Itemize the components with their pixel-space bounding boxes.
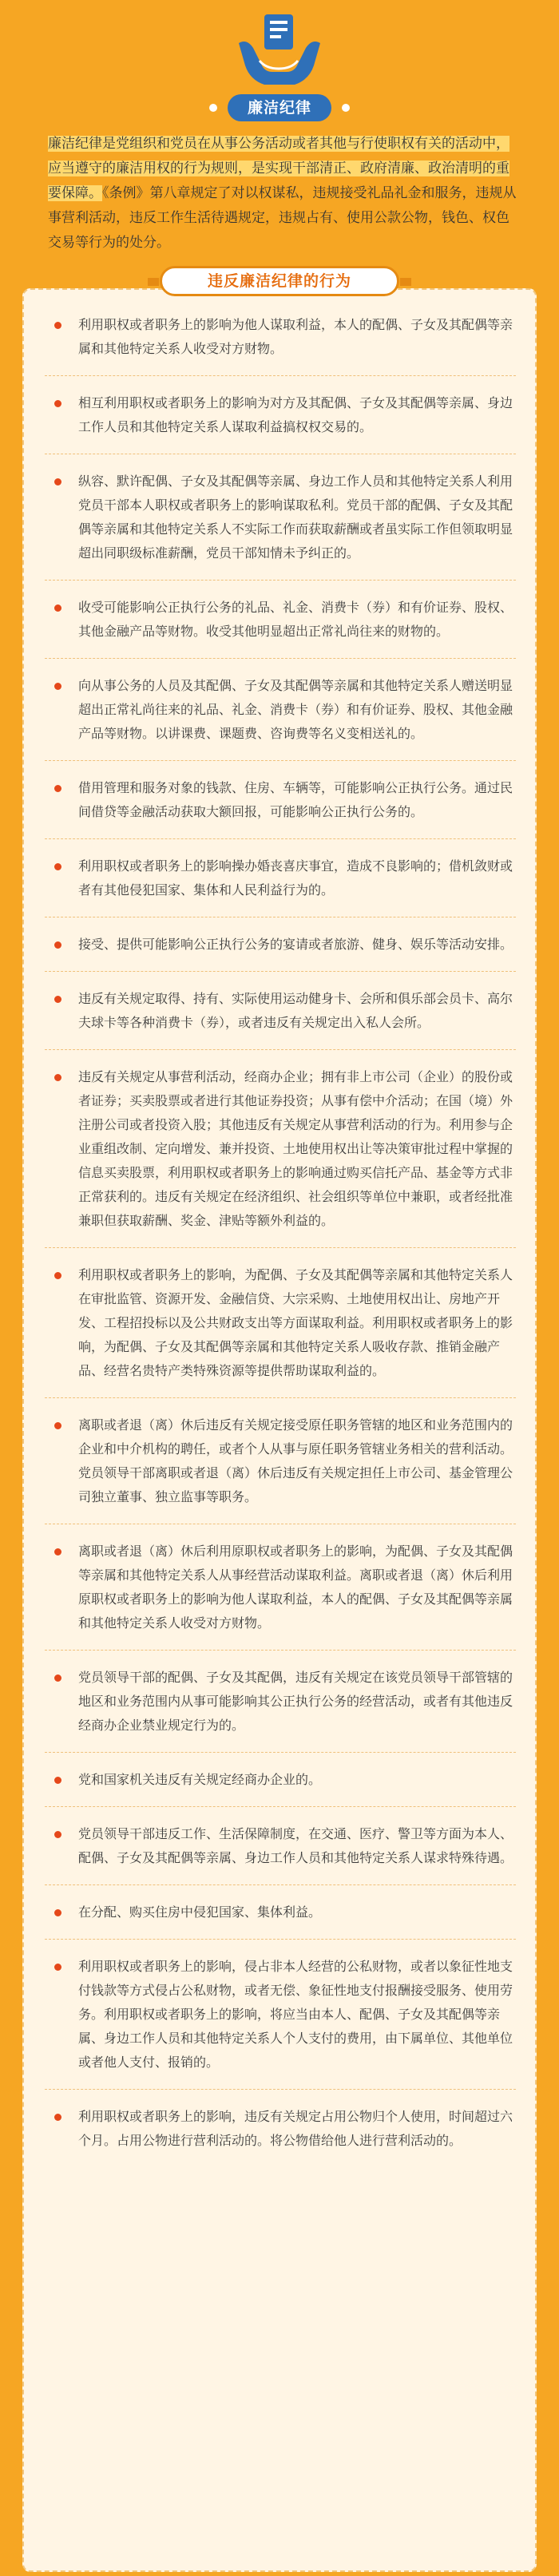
bullet-dot-icon (54, 1674, 61, 1682)
bullet-dot-icon (54, 400, 61, 407)
item-separator (45, 375, 516, 376)
violations-title: 违反廉洁纪律的行为 (160, 266, 399, 296)
bullet-dot-icon (54, 1548, 61, 1556)
violation-text: 利用职权或者职务上的影响，为配偶、子女及其配偶等亲属和其他特定关系人在审批监管、资源开发、金融信贷、大宗采购、土地使用权出让、房地产开发、工程招投标以及公共财政支出等方面谋取利益。利用职权或者职务上的影响，为配偶、子女及其配偶等亲属和其他特定关系人吸收存款、推销金融产品、经营名贵特产类特殊资源等提供帮助谋取利益的。 (78, 1267, 513, 1378)
violation-item (45, 1822, 516, 1870)
violations-list (45, 313, 516, 2153)
intro-highlight: 廉洁纪律是党组织和党员在从事公务活动或者其他与行使职权有关的活动中，应当遵守的廉洁用权的行为规则，是实现干部清正、政府清廉、政治清明的重要保障。 (48, 136, 509, 201)
violation-item (45, 1263, 516, 1383)
bullet-dot-icon (54, 1909, 61, 1916)
violation-item (45, 2105, 516, 2153)
violation-item (45, 674, 516, 746)
bullet-dot-icon (54, 1831, 61, 1838)
violation-text: 离职或者退（离）休后违反有关规定接受原任职务管辖的地区和业务范围内的企业和中介机构的聘任，或者个人从事与原任职务管辖业务相关的营利活动。党员领导干部离职或者退（离）休后违反有关规定担任上市公司、基金管理公司独立董事、独立监事等职务。 (78, 1417, 513, 1504)
violation-text: 利用职权或者职务上的影响，侵占非本人经营的公私财物，或者以象征性地支付钱款等方式侵占公私财物，或者无偿、象征性地支付报酬接受服务、使用劳务。利用职权或者职务上的影响，将应当由本人、配偶、子女及其配偶等亲属、身边工作人员和其他特定关系人个人支付的费用，由下属单位、其他单位或者他人支付、报销的。 (78, 1959, 513, 2070)
bullet-dot-icon (54, 478, 61, 485)
item-separator (45, 1806, 516, 1807)
bullet-dot-icon (54, 941, 61, 949)
violation-text: 党和国家机关违反有关规定经商办企业的。 (78, 1772, 322, 1787)
violation-text: 向从事公务的人员及其配偶、子女及其配偶等亲属和其他特定关系人赠送明显超出正常礼尚往来的礼品、礼金、消费卡（券）和有价证券、股权、其他金融产品等财物。以讲课费、课题费、咨询费等名义变相送礼的。 (78, 678, 513, 741)
item-separator (45, 1397, 516, 1398)
violation-item (45, 1666, 516, 1738)
violation-text: 纵容、默许配偶、子女及其配偶等亲属、身边工作人员和其他特定关系人利用党员干部本人职权或者职务上的影响谋取私利。党员干部的配偶、子女及其配偶等亲属和其他特定关系人不实际工作而获取薪酬或者虽实际工作但领取明显超出同职级标准薪酬，党员干部知情未予纠正的。 (78, 474, 513, 561)
title-decoration-dot (342, 104, 350, 112)
violation-item (45, 1413, 516, 1509)
item-separator (45, 1650, 516, 1651)
item-separator (45, 1247, 516, 1248)
violation-text: 利用职权或者职务上的影响操办婚丧喜庆事宜，造成不良影响的；借机敛财或者有其他侵犯国家、集体和人民利益行为的。 (78, 858, 513, 898)
violation-item (45, 987, 516, 1035)
item-separator (45, 1049, 516, 1050)
bullet-dot-icon (54, 1272, 61, 1279)
title-decoration-dot (209, 104, 217, 112)
bullet-dot-icon (54, 996, 61, 1003)
bullet-dot-icon (54, 1964, 61, 1971)
violation-text: 收受可能影响公正执行公务的礼品、礼金、消费卡（券）和有价证券、股权、其他金融产品等财物。收受其他明显超出正常礼尚往来的财物的。 (78, 600, 513, 639)
bullet-dot-icon (54, 683, 61, 690)
bullet-dot-icon (54, 2114, 61, 2121)
violation-text: 违反有关规定从事营利活动，经商办企业；拥有非上市公司（企业）的股份或者证券；买卖股票或者进行其他证券投资；从事有偿中介活动；在国（境）外注册公司或者投资入股；其他违反有关规定从事营利活动的行为。利用参与企业重组改制、定向增发、兼并投资、土地使用权出让等决策审批过程中掌握的信息买卖股票，利用职权或者职务上的影响通过购买信托产品、基金等方式非正常获利的。违反有关规定在经济组织、社会组织等单位中兼职，或者经批准兼职但获取薪酬、奖金、津贴等额外利益的。 (78, 1069, 513, 1228)
bullet-dot-icon (54, 863, 61, 870)
intro-rest: 《条例》第八章规定了对以权谋私，违规接受礼品礼金和服务，违规从事营利活动，违反工作生活待遇规定，违规占有、使用公款公物，钱色、权色交易等行为的处分。 (48, 185, 517, 251)
bullet-dot-icon (54, 322, 61, 329)
item-separator (45, 838, 516, 839)
violation-text: 相互利用职权或者职务上的影响为对方及其配偶、子女及其配偶等亲属、身边工作人员和其他特定关系人谋取利益搞权权交易的。 (78, 395, 513, 434)
violation-item (45, 776, 516, 824)
item-separator (45, 971, 516, 972)
item-separator (45, 760, 516, 761)
violation-item (45, 854, 516, 902)
violation-item (45, 313, 516, 361)
bullet-dot-icon (54, 604, 61, 612)
item-separator (45, 2089, 516, 2090)
violation-item (45, 596, 516, 644)
violation-item (45, 1955, 516, 2075)
violation-item (45, 1540, 516, 1635)
violation-item (45, 1065, 516, 1233)
bullet-dot-icon (54, 785, 61, 792)
violation-item (45, 1768, 516, 1792)
item-separator (45, 580, 516, 581)
intro-paragraph (48, 132, 519, 256)
violation-text: 在分配、购买住房中侵犯国家、集体利益。 (78, 1904, 322, 1920)
hands-protect-integrity-icon (232, 11, 327, 91)
section-title: 廉洁纪律 (228, 94, 331, 121)
violation-text: 离职或者退（离）休后利用原职权或者职务上的影响，为配偶、子女及其配偶等亲属和其他特定关系人从事经营活动谋取利益。离职或者退（离）休后利用原职权或者职务上的影响为他人谋取利益，本人的配偶、子女及其配偶等亲属和其他特定关系人收受对方财物。 (78, 1544, 513, 1631)
bullet-dot-icon (54, 1777, 61, 1784)
bullet-dot-icon (54, 1074, 61, 1081)
item-separator (45, 1752, 516, 1753)
item-separator (45, 1884, 516, 1885)
violation-text: 党员领导干部违反工作、生活保障制度，在交通、医疗、警卫等方面为本人、配偶、子女及其配偶等亲属、身边工作人员和其他特定关系人谋求特殊待遇。 (78, 1826, 513, 1865)
violation-text: 借用管理和服务对象的钱款、住房、车辆等，可能影响公正执行公务。通过民间借贷等金融活动获取大额回报，可能影响公正执行公务的。 (78, 780, 513, 819)
violation-text: 利用职权或者职务上的影响为他人谋取利益，本人的配偶、子女及其配偶等亲属和其他特定关系人收受对方财物。 (78, 317, 513, 356)
bullet-dot-icon (54, 1422, 61, 1429)
violation-item (45, 1900, 516, 1924)
item-separator (45, 658, 516, 659)
violation-text: 违反有关规定取得、持有、实际使用运动健身卡、会所和俱乐部会员卡、高尔夫球卡等各种消费卡（券），或者违反有关规定出入私人会所。 (78, 991, 513, 1030)
violation-text: 党员领导干部的配偶、子女及其配偶，违反有关规定在该党员领导干部管辖的地区和业务范围内从事可能影响其公正执行公务的经营活动，或者有其他违反经商办企业禁业规定行为的。 (78, 1670, 513, 1733)
violation-item (45, 470, 516, 565)
violation-item (45, 391, 516, 439)
violation-text: 接受、提供可能影响公正执行公务的宴请或者旅游、健身、娱乐等活动安排。 (78, 937, 513, 952)
violation-item (45, 933, 516, 957)
violation-text: 利用职权或者职务上的影响，违反有关规定占用公物归个人使用，时间超过六个月。占用公物进行营利活动的。将公物借给他人进行营利活动的。 (78, 2109, 513, 2148)
item-separator (45, 1939, 516, 1940)
